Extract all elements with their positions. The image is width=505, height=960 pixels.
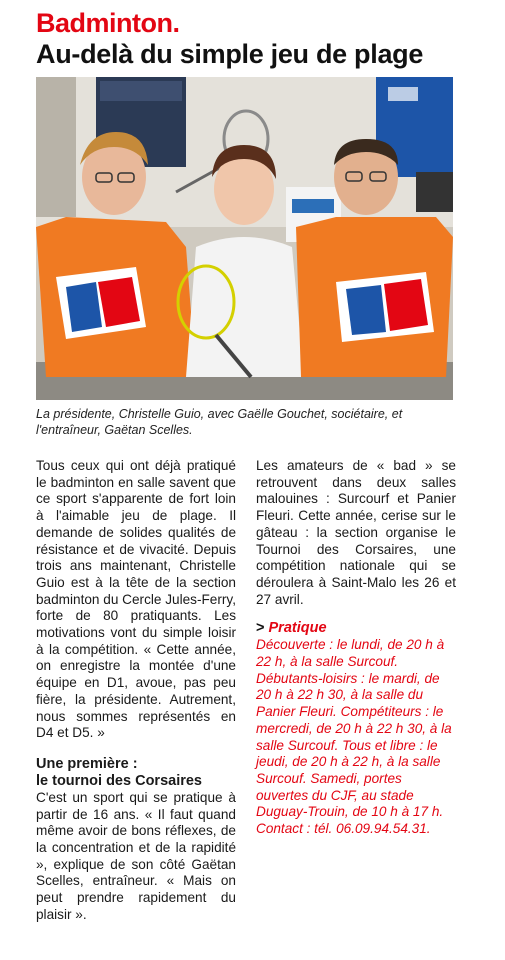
article-photo [36, 77, 453, 400]
subheading [36, 756, 236, 790]
subheading-line-2: le tournoi des Corsaires [36, 772, 202, 789]
photo-caption: La présidente, Christelle Guio, avec Gaëlle Gouchet, sociétaire, et l'entraîneur, Gaëtan Scelles. [36, 407, 403, 437]
pratique-heading-label: Pratique [268, 620, 327, 637]
body-paragraph-2: C'est un sport qui se pratique à partir de 16 ans. « Il faut quand même avoir de bons réflexes, de la concentration et de la rapidité », explique de son côté Gaëtan Scelles, entraîneur. « Mais on peut prendre rapidement du plaisir ». [36, 789, 236, 922]
article-kicker: Badminton. [36, 8, 180, 38]
arrow-icon: > [256, 620, 265, 637]
article-headline: Au-delà du simple jeu de plage [36, 39, 424, 69]
pratique-heading [256, 620, 456, 637]
article-column-1 [36, 458, 236, 924]
subheading-line-1: Une première : [36, 755, 138, 772]
pratique-text: Découverte : le lundi, de 20 h à 22 h, à la salle Surcouf. Débutants-loisirs : le mardi, de 20 h à 22 h 30, à la salle du Panier Fleuri. Compétiteurs : le mercredi, de 20 h à 22 h 30, à la salle Surcouf. Tous et libre : le jeudi, de 20 h à 22 h, à la salle Surcouf. Samedi, portes ouvertes du CJF, au stade Duguay-Trouin, de 10 h à 17 h. Contact : tél. 06.09.94.54.31. [256, 637, 452, 837]
article-column-2 [256, 458, 456, 838]
intro-paragraph: Tous ceux qui ont déjà pratiqué le badminton en salle savent que ce sport s'apparente de fort loin à l'aimable jeu de plage. Il demande de solides qualités de résistance et de vivacité. Depuis trois ans maintenant, Christelle Guio est à la tête de la section badminton du Cercle Jules-Ferry, forte de 80 pratiquants. Les motivations vont du simple loisir à la compétition. « Cette année, on enregistre la montée d'une équipe en D1, avoue, pas peu fière, la présidente. Autrement, nous sommes représentés en D4 et D5. » [36, 458, 236, 741]
body-paragraph-3: Les amateurs de « bad » se retrouvent dans deux salles malouines : Surcourf et Panier Fleuri. Cette année, cerise sur le gâteau : la section organise le Tournoi des Corsaires, une compétition nationale qui se déroulera à Saint-Malo les 26 et 27 avril. [256, 458, 456, 607]
